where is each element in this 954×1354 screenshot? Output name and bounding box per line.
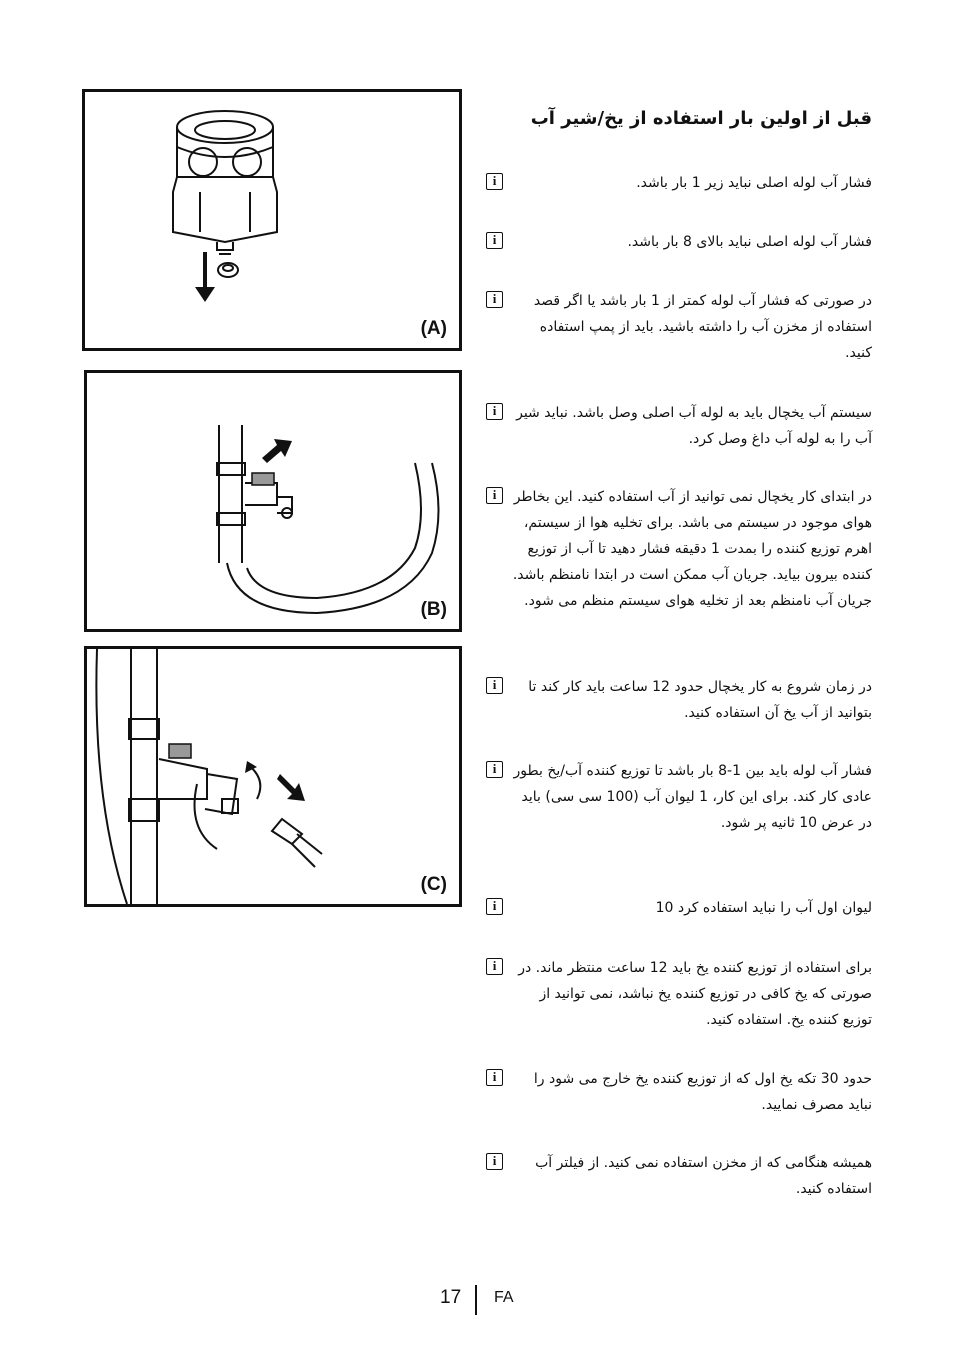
note-2: i فشار آب لوله اصلی نباید بالای 8 بار باشد. — [486, 229, 872, 255]
info-icon — [486, 232, 503, 249]
page-footer — [0, 1285, 954, 1315]
note-3: i در صورتی که فشار آب لوله کمتر از 1 بار باشد یا اگر قصد استفاده از مخزن آب را داشته باشید. باید از پمپ استفاده کنید. — [486, 288, 872, 366]
note-8: i لیوان اول آب را نباید استفاده کرد 10 — [486, 895, 872, 921]
figure-a — [82, 89, 462, 351]
info-icon — [486, 173, 503, 190]
valve-illustration — [87, 373, 459, 629]
section-title: قبل از اولین بار استفاده از یخ/شیر آب — [530, 108, 872, 129]
figure-a-label: (A) — [420, 318, 447, 339]
note-1: i فشار آب لوله اصلی نباید زیر 1 بار باشد. — [486, 170, 872, 196]
valve-lever — [169, 744, 191, 758]
info-icon — [486, 958, 503, 975]
info-icon — [486, 898, 503, 915]
info-icon — [486, 291, 503, 308]
arrow-icon — [277, 774, 305, 801]
note-11: i همیشه هنگامی که از مخزن استفاده نمی کنید. از فیلتر آب استفاده کنید. — [486, 1150, 872, 1202]
figure-c-label: (C) — [420, 874, 447, 895]
figure-c — [84, 646, 462, 907]
note-6: i در زمان شروع به کار یخچال حدود 12 ساعت باید کار کند تا بتوانید از آب یخ آن استفاده کنید. — [486, 674, 872, 726]
info-icon — [486, 1069, 503, 1086]
page-number: 17 — [440, 1287, 462, 1308]
language-code: FA — [494, 1289, 514, 1306]
note-4: i سیستم آب یخچال باید به لوله آب اصلی وصل باشد. نباید شیر آب را به لوله آب داغ وصل کرد. — [486, 400, 872, 452]
info-icon — [486, 403, 503, 420]
figure-b-label: (B) — [420, 599, 447, 620]
hose-nut-illustration — [85, 92, 459, 348]
note-9: i برای استفاده از توزیع کننده یخ باید 12 ساعت منتظر ماند. در صورتی که یخ کافی در توزیع کننده یخ نباشد، نمی توانید از توزیع کننده یخ. استفاده کنید. — [486, 955, 872, 1033]
info-icon — [486, 487, 503, 504]
info-icon — [486, 1153, 503, 1170]
note-5: i در ابتدای کار یخچال نمی توانید از آب استفاده کنید. این بخاطر هوای موجود در سیستم می باشد. برای تخلیه هوا از سیستم، اهرم توزیع کننده را بمدت 1 دقیقه فشار دهید تا آب از توزیع کننده بیرون بیاید. جریان آب ممکن است در ابتدا نامنظم باشد. جریان آب نامنظم بعد از تخلیه هوای سیستم منظم می شود. — [486, 484, 872, 614]
valve-connection-illustration — [87, 649, 459, 904]
figure-b — [84, 370, 462, 632]
valve-lever — [252, 473, 274, 485]
info-icon — [486, 761, 503, 778]
up-arrow-icon — [262, 439, 292, 463]
down-arrow-icon — [195, 252, 215, 302]
note-7: i فشار آب لوله باید بین 1-8 بار باشد تا توزیع کننده آب/یخ بطور عادی کار کند. برای این کار، 1 لیوان آب (100 سی سی) باید در عرض 10 ثانیه پر شود. — [486, 758, 872, 836]
info-icon — [486, 677, 503, 694]
note-10: i حدود 30 تکه یخ اول که از توزیع کننده یخ خارج می شود را نباید مصرف نمایید. — [486, 1066, 872, 1118]
footer-divider — [475, 1285, 477, 1315]
